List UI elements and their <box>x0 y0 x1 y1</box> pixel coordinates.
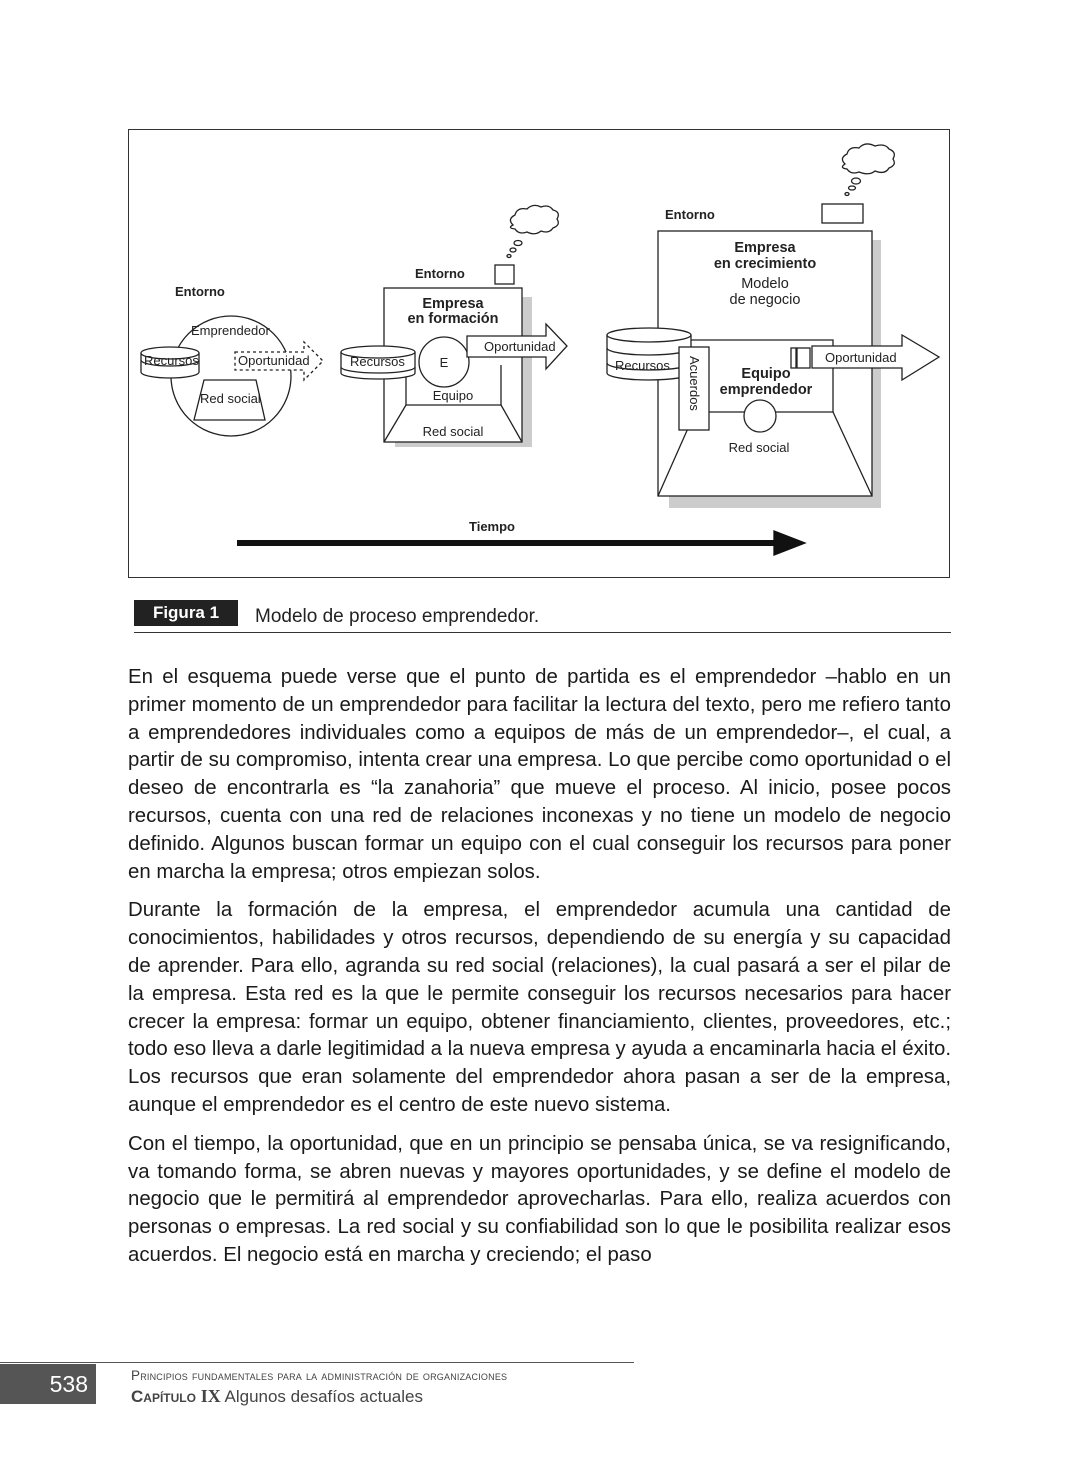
stage2-title-line2: en formación <box>407 311 499 327</box>
stage3-title-line1: Empresa <box>734 240 796 256</box>
stage2-team-label: Equipo <box>432 388 474 403</box>
running-head-book-title: Principios fundamentales para la administración de organizaciones <box>131 1368 508 1383</box>
stage2-environment-label: Entorno <box>415 266 465 281</box>
time-label: Tiempo <box>469 519 515 534</box>
stage1-entrepreneur-label: Emprendedor <box>191 323 270 338</box>
stage3-team-line2: emprendedor <box>719 382 813 398</box>
stage2-resources-label: Recursos <box>350 354 405 369</box>
stage3-title-line2: en crecimiento <box>713 256 817 272</box>
stage1-social-network-label: Red social <box>200 391 261 406</box>
stage1-opportunity-label: Oportunidad <box>238 353 310 368</box>
stage2-opportunity-label: Oportunidad <box>484 339 556 354</box>
figure-number-tag: Figura 1 <box>134 600 238 626</box>
stage1-resources-label: Recursos <box>144 353 199 368</box>
stage3-model-line1: Modelo <box>741 276 789 292</box>
stage3-social-network-label: Red social <box>728 440 790 455</box>
stage2-social-network-label: Red social <box>422 424 484 439</box>
stage3-agreements-label: Acuerdos <box>687 356 702 411</box>
stage1-environment-label: Entorno <box>175 284 225 299</box>
running-head-chapter <box>131 1386 423 1407</box>
figure-caption <box>134 600 951 633</box>
paragraph-2: Durante la formación de la empresa, el emprendedor acumula una cantidad de conocimientos, habilidades y otros recursos, dependiendo de su energía y su capacidad de aprender. Para ello, agranda su red social (relaciones), la cual pasará a ser el pilar de la empresa. Esta red es la que le permite conseguir los recursos necesarios para hacer crecer la empresa: formar un equipo, obtener financiamiento, clientes, proveedores, etc.; todo eso lleva a darle legitimidad a la nueva empresa y ayuda a encaminarla hacia el éxito. Los recursos que eran solamente del emprendedor ahora pasan a ser de la empresa, aunque el emprendedor es el centro de este nuevo sistema. <box>128 899 951 1116</box>
footer-divider <box>0 1362 634 1363</box>
stage3-team-line1: Equipo <box>741 366 791 382</box>
paragraph-3: Con el tiempo, la oportunidad, que en un principio se pensaba única, se va resignificando, va tomando forma, se abren nuevas y mayores oportunidades, y se define el modelo de negocio que le permitirá al emprendedor aprovecharlas. Para ello, realiza acuerdos con personas o empresas. La red social y su confiabilidad son lo que le posibilita realizar esos acuerdos. El negocio está en marcha y creciendo; el paso <box>128 1132 951 1266</box>
stage3-resources-label: Recursos <box>615 358 670 373</box>
chapter-number: IX <box>200 1386 221 1406</box>
chapter-title: Algunos desafíos actuales <box>224 1387 423 1406</box>
stage2-entrepreneur-initial: E <box>439 355 449 370</box>
figure-caption-text: Modelo de proceso emprendedor. <box>255 606 540 627</box>
stage3-model-line2: de negocio <box>729 292 801 308</box>
chapter-label: Capítulo <box>131 1387 196 1406</box>
figure-1-diagram <box>128 129 950 578</box>
stage2-title-line1: Empresa <box>422 296 484 312</box>
entrepreneurial-process-diagram <box>129 130 951 579</box>
paragraph-1: En el esquema puede verse que el punto de partida es el emprendedor –hablo en un primer momento de un emprendedor para facilitar la lectura del texto, pero me refiero tanto a emprendedores individuales como a equipos de más de un emprendedor–, el cual, a partir de su compromiso, intenta crear una empresa. Lo que percibe como oportunidad o el deseo de encontrarla es “la zanahoria” que mueve el proceso. Al inicio, posee pocos recursos, cuenta con una red de relaciones inconexas y no tiene un modelo de negocio definido. Algunos buscan formar un equipo con el cual conseguir los recursos para poner en marcha la empresa; otros empiezan solos. <box>128 666 951 883</box>
stage3-opportunity-label: Oportunidad <box>825 350 897 365</box>
body-text <box>128 664 951 1281</box>
page-number: 538 <box>0 1364 96 1404</box>
time-arrow <box>237 531 805 555</box>
stage3-environment-label: Entorno <box>665 207 715 222</box>
